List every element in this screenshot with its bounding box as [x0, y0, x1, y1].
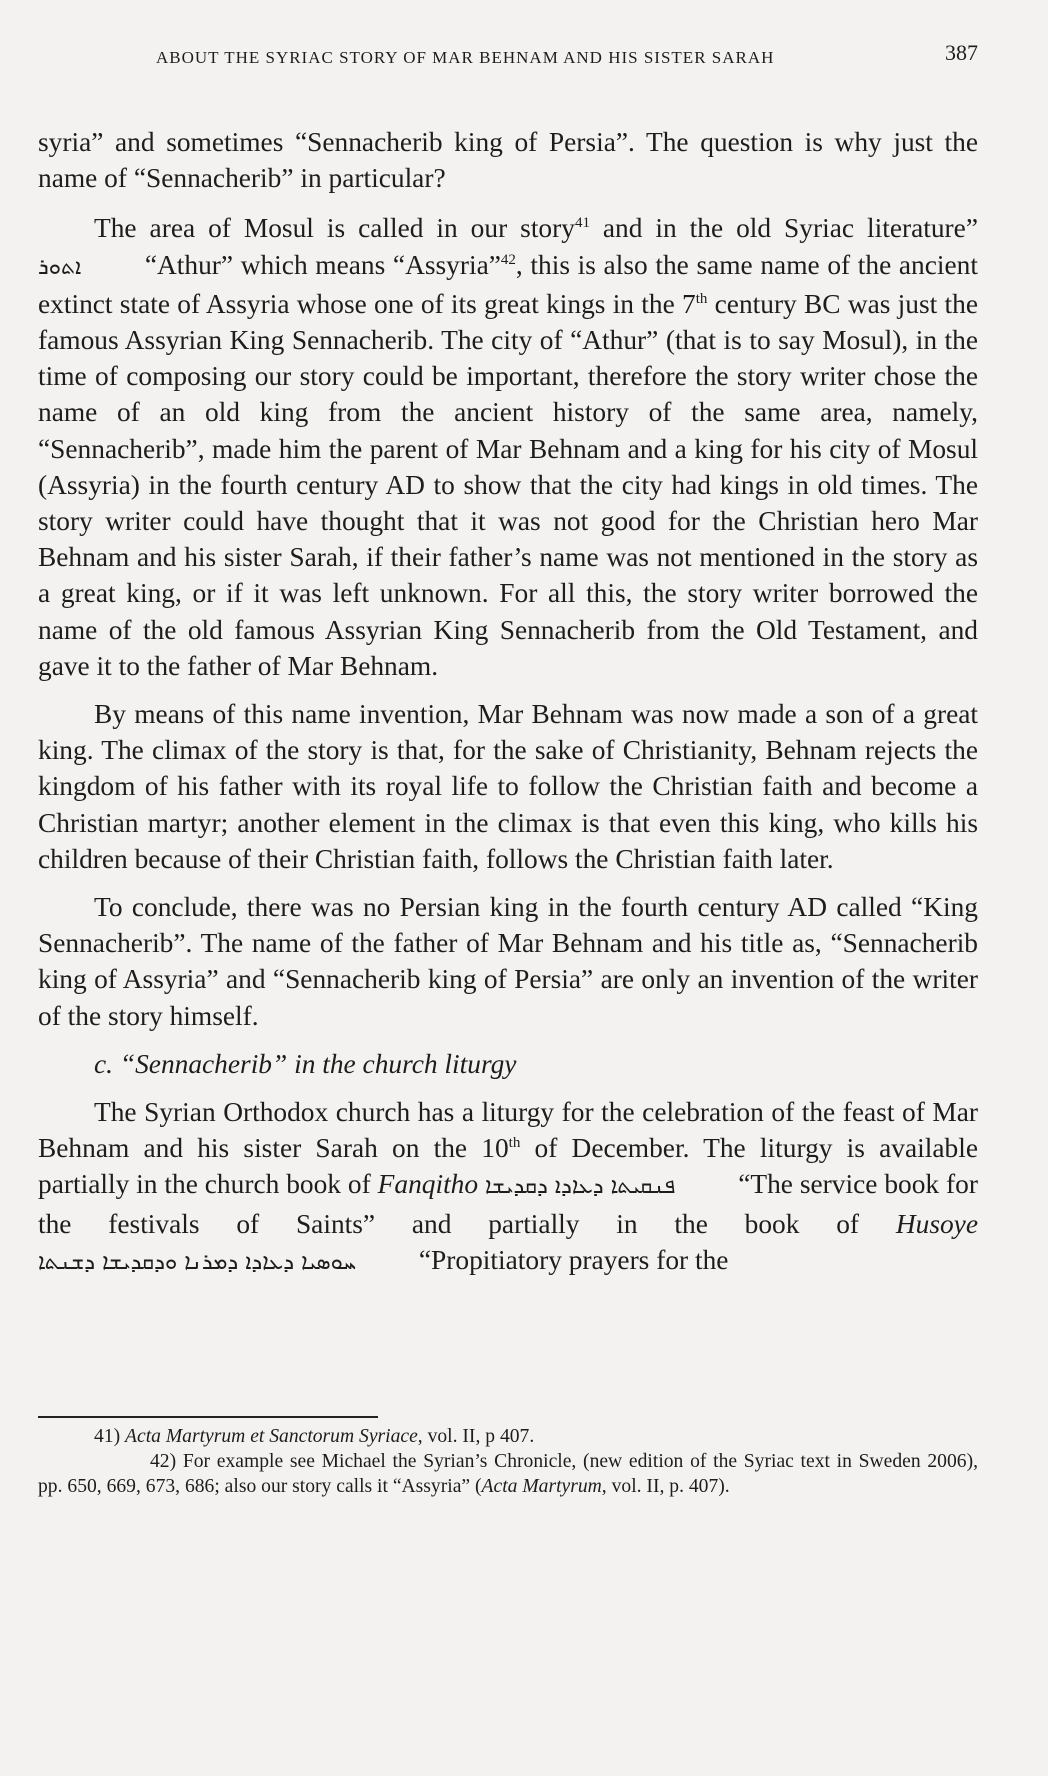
- book-title-fanqitho: Fanqitho: [377, 1169, 479, 1200]
- paragraph-continued: syria” and sometimes “Sennacherib king of Persia”. The question is why just the name of “Sennacherib” in particular?: [38, 127, 978, 194]
- text-span: , vol. II, p. 407).: [601, 1476, 730, 1497]
- text-span: The area of Mosul is called in our story: [94, 213, 575, 244]
- page-number: 387: [945, 40, 978, 65]
- ordinal-suffix: th: [695, 290, 708, 307]
- text-span: , this is also the same name of the ancient extinct state of Assyria whose one of its great kings in the 7: [38, 249, 978, 319]
- paragraph-liturgy: [38, 1094, 978, 1281]
- footnotes: [38, 1424, 978, 1499]
- text-span: “Propitiatory prayers for the: [412, 1244, 729, 1275]
- syriac-word-athur: ܐܬܘܪ: [38, 254, 82, 280]
- body-text: [38, 124, 978, 1293]
- text-span: and in the old Syriac literature”: [589, 213, 978, 244]
- text-span: The Syrian Orthodox church has a liturgy for the celebration of the feast of Mar Behnam and his sister Sarah on the 10: [38, 1097, 978, 1164]
- syriac-title-husoye: ܚܘܣܝܐ ܕܥܐܕܐ ܕܡܪܢܐ ܘܕܩܕܝܫܐ ܕܫܢܬܐ: [38, 1249, 357, 1275]
- footnote-citation-title: Acta Martyrum: [481, 1476, 602, 1497]
- paragraph-conclusion: To conclude, there was no Persian king in the fourth century AD called “King Sennacherib”. The name of the father of Mar Behnam and his title as, “Sennacherib king of Assyria” and “Sennacherib king of Persia” are only an invention of the writer of the story himself.: [38, 892, 978, 1031]
- footnote-divider: [38, 1416, 378, 1418]
- running-title: ABOUT THE SYRIAC STORY OF MAR BEHNAM AND HIS SISTER SARAH: [156, 48, 775, 67]
- section-subheading: c. “Sennacherib” in the church liturgy: [94, 1048, 517, 1079]
- text-span: “Athur” which means “Assyria”: [137, 249, 501, 280]
- footnote-number: 41): [94, 1426, 121, 1447]
- text-span: For example see Michael the Syrian’s Chronicle, (new edition of the Syriac text in Sweden 2006), pp. 650, 669, 673, 686; also our story calls it “Assyria” (: [38, 1451, 978, 1497]
- text-span: of December. The liturgy is available partially in the church book of: [38, 1133, 978, 1200]
- text-span: century BC was just the famous Assyrian King Sennacherib. The city of “Athur” (that is to say Mosul), in the time of composing our story could be important, therefore the story writer chose the name of an old king from the ancient history of the same area, namely, “Sennacherib”, made him the parent of Mar Behnam and a king for his city of Mosul (Assyria) in the fourth century AD to show that the city had kings in old times. The story writer could have thought that it was not good for the Christian hero Mar Behnam and his sister Sarah, if their father’s name was not mentioned in the story as a great king, or if it was left unknown. For all this, the story writer borrowed the name of the old famous Assyrian King Sennacherib from the Old Testament, and gave it to the father of Mar Behnam.: [38, 288, 978, 681]
- paragraph-name-invention: By means of this name invention, Mar Behnam was now made a son of a great king. The climax of the story is that, for the sake of Christianity, Behnam rejects the kingdom of his father with its royal life to follow the Christian faith and become a Christian martyr; another element in the climax is that even this king, who kills his children because of their Christian faith, follows the Christian faith later.: [38, 699, 978, 874]
- footnote-41: [38, 1424, 978, 1449]
- footnote-ref-42: 42: [500, 251, 516, 268]
- footnote-citation-title: Acta Martyrum et Sanctorum Syriace: [125, 1426, 418, 1447]
- book-title-husoye: Husoye: [895, 1208, 978, 1239]
- syriac-title-fanqitho: ܦܢܩܝܬܐ ܕܥܐܕܐ ܕܩܕܝܫܐ: [485, 1174, 676, 1200]
- ordinal-suffix: th: [508, 1135, 521, 1152]
- text-span: , vol. II, p 407.: [417, 1426, 535, 1447]
- footnote-ref-41: 41: [574, 215, 590, 232]
- footnote-number: 42): [150, 1451, 177, 1472]
- paragraph-mosul-athur: [38, 210, 978, 684]
- footnote-42: [38, 1449, 978, 1499]
- text-span: “The service book for the festivals of Saints” and partially in the book of: [38, 1169, 978, 1239]
